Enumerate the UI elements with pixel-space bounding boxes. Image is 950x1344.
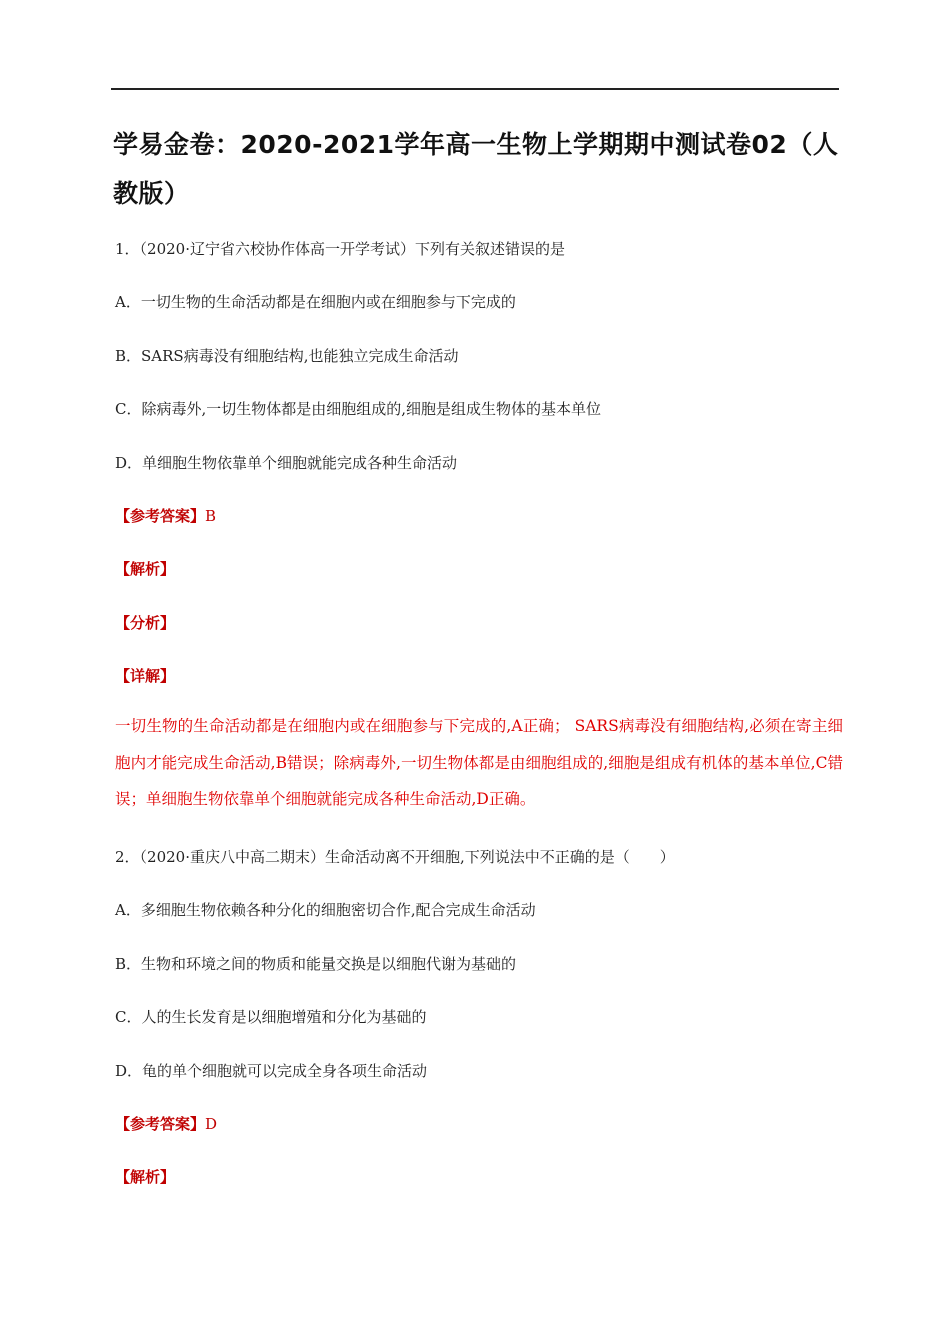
question-1-option-d: D．单细胞生物依靠单个细胞就能完成各种生命活动 xyxy=(115,454,458,472)
answer-label: 【参考答案】 xyxy=(115,507,206,525)
answer-value: B xyxy=(205,507,217,525)
question-2-option-c: C．人的生长发育是以细胞增殖和分化为基础的 xyxy=(115,1008,427,1026)
answer-value: D xyxy=(205,1115,218,1133)
header-rule xyxy=(111,88,839,90)
answer-label: 【参考答案】 xyxy=(115,1115,206,1133)
question-2-option-b: B．生物和环境之间的物质和能量交换是以细胞代谢为基础的 xyxy=(115,955,517,973)
question-2-option-d: D．龟的单个细胞就可以完成全身各项生命活动 xyxy=(115,1062,428,1080)
question-1-analysis-label: 【解析】 xyxy=(115,560,176,578)
question-1-option-b: B．SARS病毒没有细胞结构,也能独立完成生命活动 xyxy=(115,347,459,365)
question-1-option-c: C．除病毒外,一切生物体都是由细胞组成的,细胞是组成生物体的基本单位 xyxy=(115,400,602,418)
question-1-stem: 1．（2020·辽宁省六校协作体高一开学考试）下列有关叙述错误的是 xyxy=(115,240,565,258)
question-2-analysis-label: 【解析】 xyxy=(115,1168,176,1186)
question-2-option-a: A．多细胞生物依赖各种分化的细胞密切合作,配合完成生命活动 xyxy=(115,901,536,919)
question-1-option-a: A．一切生物的生命活动都是在细胞内或在细胞参与下完成的 xyxy=(115,293,516,311)
question-2-stem: 2．（2020·重庆八中高二期末）生命活动离不开细胞,下列说法中不正确的是（ ） xyxy=(115,848,675,866)
question-1-fenxi-label: 【分析】 xyxy=(115,614,176,632)
question-2-answer xyxy=(115,1113,217,1134)
question-1-answer xyxy=(115,505,216,526)
question-1-detail-label: 【详解】 xyxy=(115,667,176,685)
question-1-detail-text: 一切生物的生命活动都是在细胞内或在细胞参与下完成的,A正确； SARS病毒没有细胞结构,必须在寄主细胞内才能完成生命活动,B错误；除病毒外,一切生物体都是由细胞组成的,细胞是组成有机体的基本单位,C错误；单细胞生物依靠单个细胞就能完成各种生命活动,D正确。 xyxy=(115,717,843,808)
document-title: 学易金卷：2020-2021学年高一生物上学期期中测试卷02（人教版） xyxy=(113,130,839,208)
